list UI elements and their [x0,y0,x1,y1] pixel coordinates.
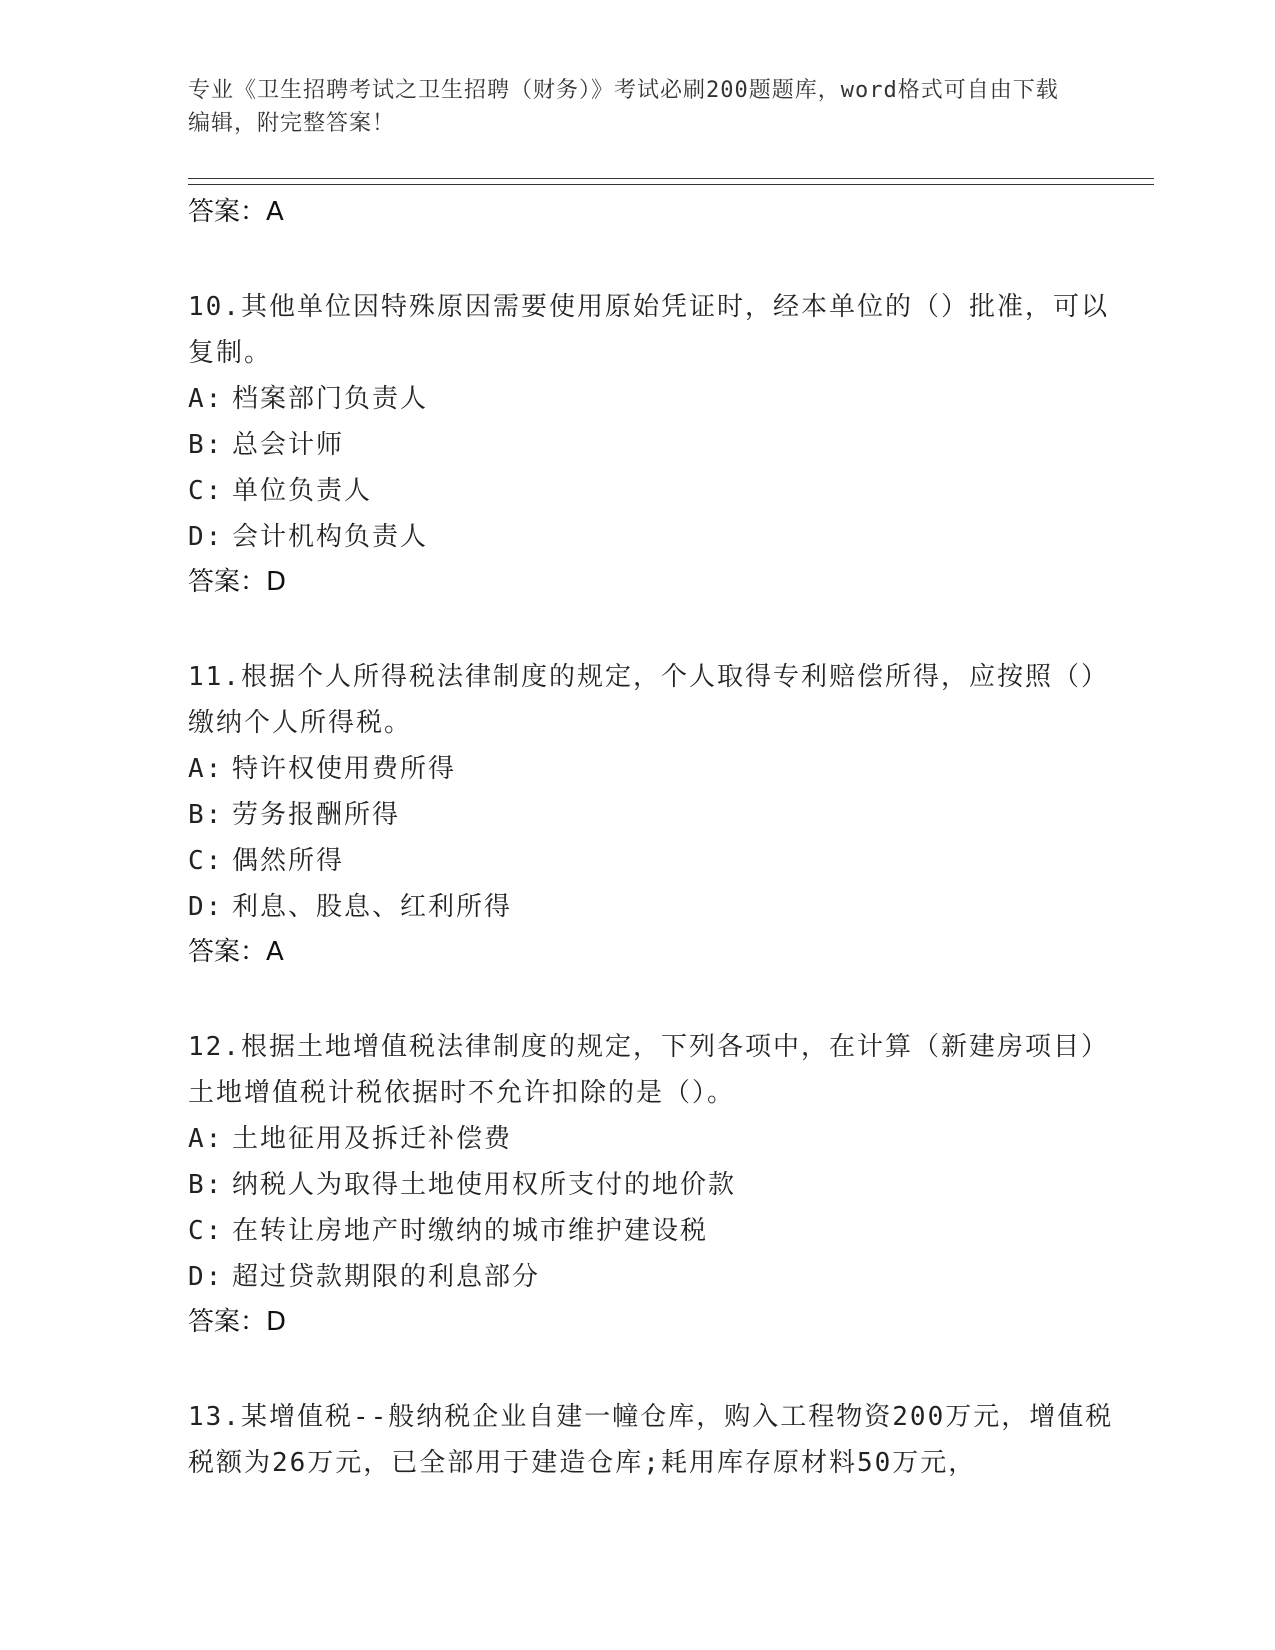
option-c [188,468,1118,514]
option-letter: B: [188,430,224,460]
option-b [188,422,1118,468]
option-text: 偶然所得 [232,846,345,876]
option-letter: D: [188,522,224,552]
option-letter: A: [188,384,224,414]
question-text: 11.根据个人所得税法律制度的规定，个人取得专利赔偿所得，应按照（）缴纳个人所得税。 [188,662,1109,738]
answer-label: 答案： [188,937,267,967]
option-letter: A: [188,754,224,784]
answer-label: 答案： [188,567,267,597]
option-a [188,1116,1118,1162]
option-letter: D: [188,892,224,922]
option-d [188,884,1118,930]
option-text: 会计机构负责人 [232,522,429,552]
question-text: 13.某增值税--般纳税企业自建一幢仓库，购入工程物资200万元，增值税税额为26万元，已全部用于建造仓库;耗用库存原材料50万元， [188,1402,1114,1478]
question-text: 10.其他单位因特殊原因需要使用原始凭证时，经本单位的（）批准，可以复制。 [188,292,1109,368]
option-text: 超过贷款期限的利息部分 [232,1262,541,1292]
option-b [188,1162,1118,1208]
answer-line [188,1300,1118,1344]
option-d [188,1254,1118,1300]
option-c [188,1208,1118,1254]
answer-label: 答案： [188,1307,267,1337]
answer-line [188,190,1118,234]
answer-line [188,930,1118,974]
option-letter: D: [188,1262,224,1292]
answer-value: D [266,567,287,597]
answer-value: A [266,197,284,227]
document-header: 专业《卫生招聘考试之卫生招聘（财务）》考试必刷200题题库，word格式可自由下载编辑，附完整答案！ [188,78,1059,136]
option-letter: C: [188,1216,224,1246]
option-a [188,746,1118,792]
option-text: 利息、股息、红利所得 [232,892,513,922]
option-letter: B: [188,1170,224,1200]
option-a [188,376,1118,422]
option-letter: A: [188,1124,224,1154]
option-text: 纳税人为取得土地使用权所支付的地价款 [232,1170,737,1200]
option-text: 总会计师 [232,430,345,460]
option-c [188,838,1118,884]
question-list [188,190,1118,1486]
option-text: 在转让房地产时缴纳的城市维护建设税 [232,1216,709,1246]
header-rule-top [188,178,1154,179]
option-letter: C: [188,476,224,506]
answer-label: 答案： [188,197,267,227]
question-13 [188,1394,1118,1486]
option-text: 特许权使用费所得 [232,754,457,784]
question-12 [188,1024,1118,1344]
question-11 [188,654,1118,974]
option-b [188,792,1118,838]
question-10 [188,284,1118,604]
option-letter: C: [188,846,224,876]
option-text: 土地征用及拆迁补偿费 [232,1124,513,1154]
option-text: 档案部门负责人 [232,384,429,414]
answer-value: A [266,937,284,967]
option-letter: B: [188,800,224,830]
header-rule-bottom [188,184,1154,185]
answer-value: D [266,1307,287,1337]
question-text: 12.根据土地增值税法律制度的规定，下列各项中，在计算（新建房项目）土地增值税计税依据时不允许扣除的是（）。 [188,1032,1109,1108]
option-text: 单位负责人 [232,476,373,506]
option-text: 劳务报酬所得 [232,800,401,830]
option-d [188,514,1118,560]
answer-line [188,560,1118,604]
